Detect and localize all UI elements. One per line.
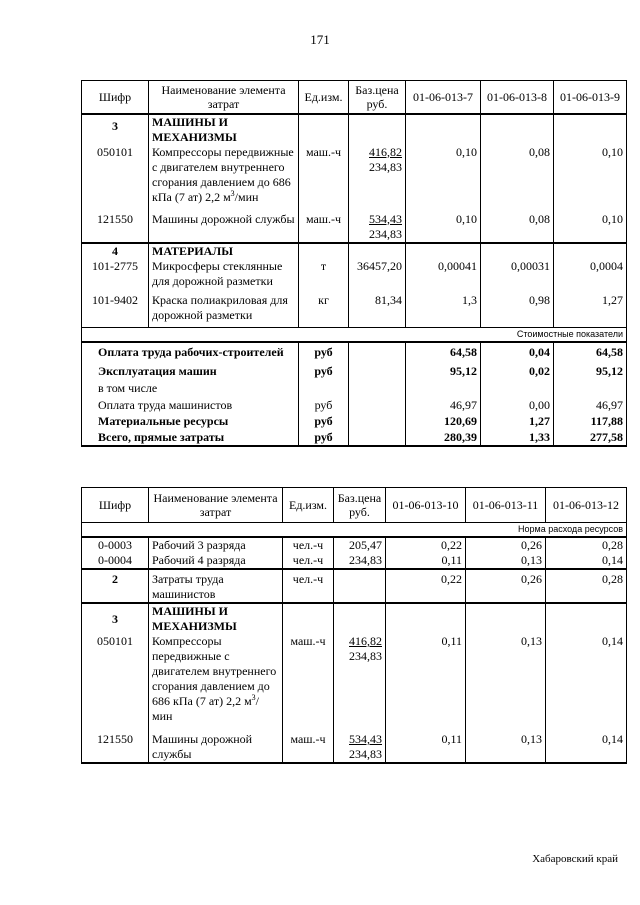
caption-row (82, 327, 627, 342)
summary-value: 117,88 (554, 413, 627, 429)
summary-unit: руб (299, 360, 349, 379)
header-code: Шифр (82, 488, 149, 523)
header-unit: Ед.изм. (299, 81, 349, 114)
table-header-row (82, 488, 627, 523)
section-row (82, 114, 627, 145)
summary-label: Эксплуатация машин (82, 360, 299, 379)
row-code: 0-0003 (82, 537, 149, 553)
table-row (82, 537, 627, 553)
table-header-row (82, 81, 627, 114)
summary-label: Материальные ресурсы (82, 413, 299, 429)
summary-value: 1,27 (481, 413, 554, 429)
row-name: Рабочий 4 разряда (149, 553, 283, 569)
table-row (82, 553, 627, 569)
summary-value: 64,58 (406, 342, 481, 360)
resource-table-1 (81, 80, 627, 447)
row-price: 81,34 (349, 293, 406, 328)
page-number: 171 (310, 32, 330, 47)
row-value: 0,14 (546, 634, 627, 732)
row-price: 205,47 (334, 537, 386, 553)
header-col-3: 01-06-013-9 (554, 81, 627, 114)
summary-label: Оплата труда рабочих-строителей (82, 342, 299, 360)
row-value: 0,11 (386, 732, 466, 763)
row-unit: т (299, 259, 349, 293)
header-price: Баз.цена руб. (349, 81, 406, 114)
summary-value: 95,12 (554, 360, 627, 379)
section-title: МАТЕРИАЛЫ (149, 243, 299, 259)
header-col-2: 01-06-013-11 (466, 488, 546, 523)
section-row (82, 243, 627, 259)
row-price: 534,43 234,83 (349, 212, 406, 243)
row-value: 0,08 (481, 145, 554, 212)
section-code: 4 (82, 243, 149, 259)
row-name: Машины дорожной службы (149, 212, 299, 243)
row-code: 121550 (82, 732, 149, 763)
row-value: 0,10 (554, 145, 627, 212)
summary-row (82, 413, 627, 429)
header-col-2: 01-06-013-8 (481, 81, 554, 114)
summary-value: 277,58 (554, 429, 627, 446)
section-title: МАШИНЫ И МЕХАНИЗМЫ (149, 114, 299, 145)
summary-row (82, 379, 627, 396)
row-code: 121550 (82, 212, 149, 243)
summary-label: в том числе (82, 379, 299, 396)
row-code: 050101 (82, 145, 149, 212)
table-row (82, 732, 627, 763)
row-value: 0,26 (466, 537, 546, 553)
header-unit: Ед.изм. (283, 488, 334, 523)
row-unit: кг (299, 293, 349, 328)
row-code: 101-2775 (82, 259, 149, 293)
row-name: Краска полиакриловая для дорожной разметки (149, 293, 299, 328)
row-value: 0,10 (406, 145, 481, 212)
row-name: Машины дорожной службы (149, 732, 283, 763)
summary-value: 1,33 (481, 429, 554, 446)
row-value: 0,00031 (481, 259, 554, 293)
summary-row (82, 342, 627, 360)
row-value: 1,27 (554, 293, 627, 328)
table-row (82, 259, 627, 293)
section-code: 3 (82, 603, 149, 634)
summary-value: 120,69 (406, 413, 481, 429)
summary-value: 64,58 (554, 342, 627, 360)
row-value: 0,00041 (406, 259, 481, 293)
table-row (82, 569, 627, 603)
row-unit: маш.-ч (299, 212, 349, 243)
header-name: Наименование элемента затрат (149, 488, 283, 523)
row-name: Затраты труда машинистов (149, 569, 283, 603)
summary-value: 95,12 (406, 360, 481, 379)
row-value: 0,08 (481, 212, 554, 243)
row-code: 0-0004 (82, 553, 149, 569)
row-value: 0,10 (554, 212, 627, 243)
row-unit: маш.-ч (283, 634, 334, 732)
header-price: Баз.цена руб. (334, 488, 386, 523)
row-value: 0,22 (386, 537, 466, 553)
summary-value: 0,02 (481, 360, 554, 379)
row-unit: чел.-ч (283, 569, 334, 603)
row-name: Компрессоры передвижные с двигателем внутреннего сгорания давлением до 686 кПа (7 ат) 2,2 $м^3$/мин (149, 145, 299, 212)
summary-unit: руб (299, 413, 349, 429)
cost-caption: Стоимостные показатели (406, 327, 627, 342)
region-footer: Хабаровский край (532, 853, 618, 865)
row-value: 0,0004 (554, 259, 627, 293)
row-price: 234,83 (334, 553, 386, 569)
header-col-1: 01-06-013-10 (386, 488, 466, 523)
table-row (82, 212, 627, 243)
summary-row (82, 396, 627, 413)
row-name: Микросферы стеклянные для дорожной разметки (149, 259, 299, 293)
row-value: 0,14 (546, 553, 627, 569)
summary-value: 0,04 (481, 342, 554, 360)
header-name: Наименование элемента затрат (149, 81, 299, 114)
row-code: 101-9402 (82, 293, 149, 328)
norm-caption: Норма расхода ресурсов (386, 523, 627, 538)
summary-unit: руб (299, 429, 349, 446)
summary-row (82, 429, 627, 446)
row-value: 0,13 (466, 553, 546, 569)
row-name: Рабочий 3 разряда (149, 537, 283, 553)
summary-row (82, 360, 627, 379)
row-value: 0,28 (546, 569, 627, 603)
section-title: МАШИНЫ И МЕХАНИЗМЫ (149, 603, 283, 634)
header-col-1: 01-06-013-7 (406, 81, 481, 114)
row-value: 0,11 (386, 634, 466, 732)
row-value: 0,28 (546, 537, 627, 553)
row-unit: чел.-ч (283, 553, 334, 569)
row-value: 0,14 (546, 732, 627, 763)
summary-label: Всего, прямые затраты (82, 429, 299, 446)
row-unit: маш.-ч (283, 732, 334, 763)
caption-row (82, 523, 627, 538)
row-value: 0,10 (406, 212, 481, 243)
row-value: 0,13 (466, 732, 546, 763)
row-value: 0,11 (386, 553, 466, 569)
header-col-3: 01-06-013-12 (546, 488, 627, 523)
summary-unit: руб (299, 342, 349, 360)
row-value: 1,3 (406, 293, 481, 328)
summary-label: Оплата труда машинистов (82, 396, 299, 413)
section-code: 3 (82, 114, 149, 145)
row-name: Компрессоры передвижные с двигателем внутреннего сгорания давлением до 686 кПа (7 ат) 2,2 $м^3$/мин (149, 634, 283, 732)
row-value: 0,22 (386, 569, 466, 603)
row-price: 36457,20 (349, 259, 406, 293)
summary-value: 280,39 (406, 429, 481, 446)
row-code: 050101 (82, 634, 149, 732)
table-row (82, 634, 627, 732)
row-value: 0,98 (481, 293, 554, 328)
row-unit: маш.-ч (299, 145, 349, 212)
row-price: 534,43 234,83 (334, 732, 386, 763)
table-row (82, 293, 627, 328)
table-row (82, 145, 627, 212)
header-code: Шифр (82, 81, 149, 114)
summary-unit: руб (299, 396, 349, 413)
summary-value: 0,00 (481, 396, 554, 413)
row-code: 2 (82, 569, 149, 603)
row-value: 0,13 (466, 634, 546, 732)
row-price: 416,82 234,83 (349, 145, 406, 212)
summary-value: 46,97 (554, 396, 627, 413)
section-row (82, 603, 627, 634)
row-price: 416,82 234,83 (334, 634, 386, 732)
row-value: 0,26 (466, 569, 546, 603)
summary-value: 46,97 (406, 396, 481, 413)
resource-table-2 (81, 487, 627, 764)
row-unit: чел.-ч (283, 537, 334, 553)
